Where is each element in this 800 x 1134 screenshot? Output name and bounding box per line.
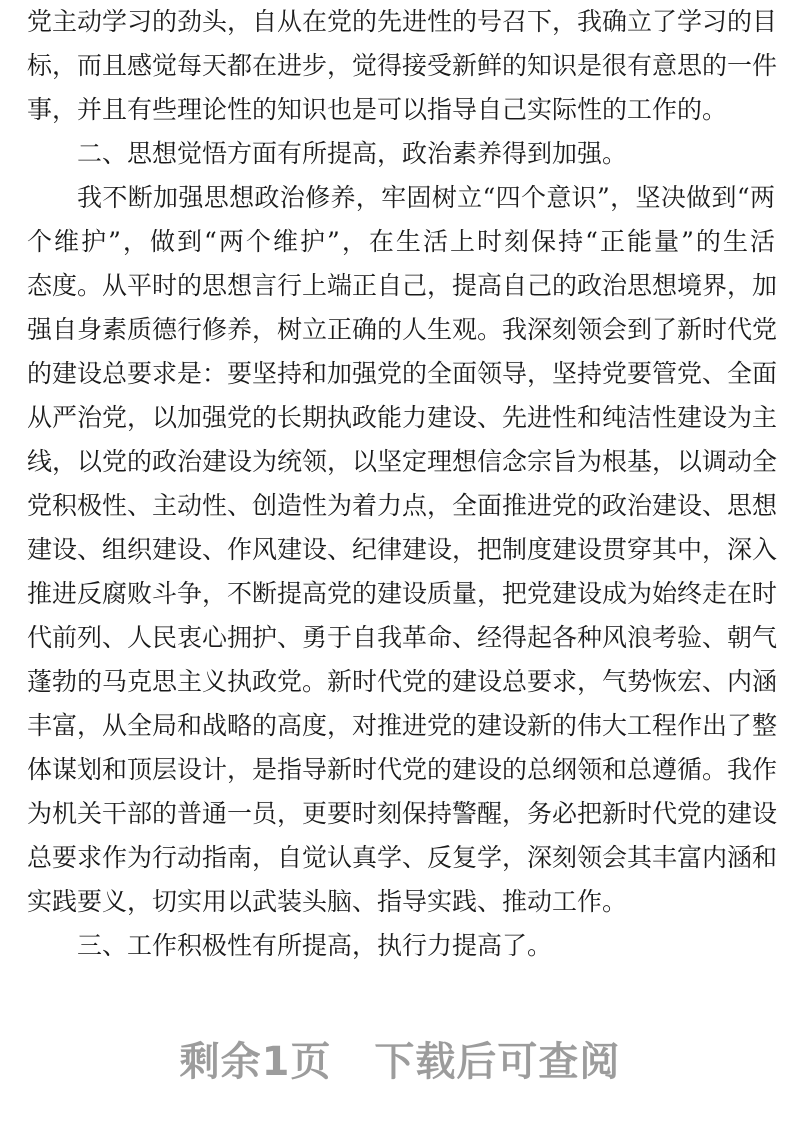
- section-heading-2: 二、思想觉悟方面有所提高，政治素养得到加强。: [77, 139, 628, 168]
- paragraph-line: 从严治党，以加强党的长期执政能力建设、先进性和纯洁性建设为主: [27, 403, 778, 432]
- paragraph-line: 总要求作为行动指南，自觉认真学、反复学，深刻领会其丰富内涵和: [27, 843, 778, 872]
- section-heading-3: 三、工作积极性有所提高，执行力提高了。: [77, 931, 553, 960]
- paragraph-line: 党积极性、主动性、创造性为着力点，全面推进党的政治建设、思想: [27, 491, 778, 520]
- paragraph-line: 强自身素质德行修养，树立正确的人生观。我深刻领会到了新时代党: [27, 315, 778, 344]
- paragraph-line: 蓬勃的马克思主义执政党。新时代党的建设总要求，气势恢宏、内涵: [27, 667, 778, 696]
- paragraph-line: 态度。从平时的思想言行上端正自己，提高自己的政治思想境界，加: [27, 271, 778, 300]
- paragraph-line: 代前列、人民衷心拥护、勇于自我革命、经得起各种风浪考验、朝气: [27, 623, 778, 652]
- paragraph-line: 党主动学习的劲头，自从在党的先进性的号召下，我确立了学习的目: [27, 7, 778, 36]
- paragraph-line: 标，而且感觉每天都在进步，觉得接受新鲜的知识是很有意思的一件: [27, 51, 778, 80]
- paragraph-line: 实践要义，切实用以武装头脑、指导实践、推动工作。: [27, 887, 628, 916]
- paragraph-line: 体谋划和顶层设计，是指导新时代党的建设的总纲领和总遵循。我作: [27, 755, 778, 784]
- paragraph-line: 的建设总要求是：要坚持和加强党的全面领导，坚持党要管党、全面: [27, 359, 778, 388]
- paragraph-line: 为机关干部的普通一员，更要时刻保持警醒，务必把新时代党的建设: [27, 799, 778, 828]
- download-notice: 剩余1页 下载后可查阅: [179, 1039, 621, 1085]
- paragraph-line: 推进反腐败斗争，不断提高党的建设质量，把党建设成为始终走在时: [27, 579, 778, 608]
- paragraph-line: 我不断加强思想政治修养，牢固树立“四个意识”，坚决做到“两: [77, 183, 775, 212]
- paragraph-line: 线，以党的政治建设为统领，以坚定理想信念宗旨为根基，以调动全: [27, 447, 778, 476]
- paragraph-line: 个维护”，做到“两个维护”，在生活上时刻保持“正能量”的生活: [27, 227, 775, 256]
- paragraph-line: 事，并且有些理论性的知识也是可以指导自己实际性的工作的。: [27, 95, 728, 124]
- paragraph-line: 建设、组织建设、作风建设、纪律建设，把制度建设贯穿其中，深入: [27, 535, 778, 564]
- paragraph-line: 丰富，从全局和战略的高度，对推进党的建设新的伟大工程作出了整: [27, 711, 778, 740]
